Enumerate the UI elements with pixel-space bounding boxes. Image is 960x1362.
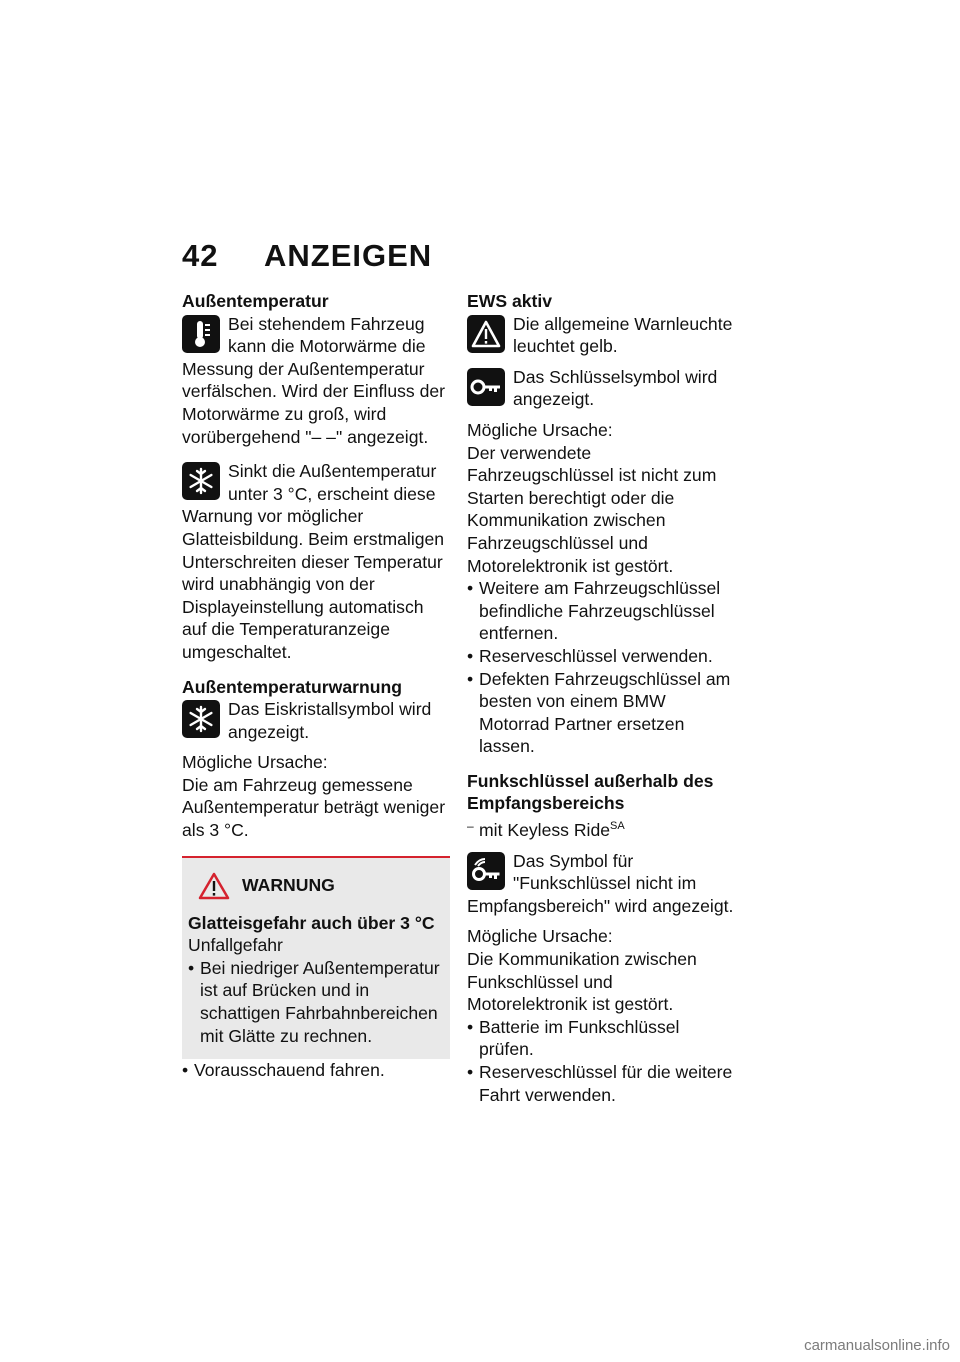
cause-label: Mögliche Ursache: — [467, 926, 613, 947]
snowflake-icon — [182, 462, 220, 500]
right-column — [467, 290, 735, 1106]
warning-label: WARNUNG — [242, 875, 335, 896]
paragraph-ice-crystal — [182, 698, 450, 743]
paragraph-text: Das Eiskristallsymbol wird angezeigt. — [228, 699, 432, 742]
list-item: • Bei niedriger Außentemperatur ist auf Brücken und in schattigen Fahrbahnbereichen mit Glätte zu rechnen. — [188, 957, 444, 1047]
paragraph-radio-key — [467, 850, 735, 918]
heading-aussentemperaturwarnung: Außentemperaturwarnung — [182, 676, 402, 697]
paragraph-text: Das Symbol für "Funkschlüssel nicht im Empfangsbereich" wird angezeigt. — [467, 850, 734, 916]
warning-subtitle: Unfallgefahr — [188, 935, 283, 956]
page-number: 42 — [182, 238, 219, 273]
watermark: carmanualsonline.info — [804, 1337, 950, 1354]
paragraph-key-symbol — [467, 366, 735, 411]
paragraph-text: Die allgemeine Warnleuchte leuchtet gelb. — [513, 313, 733, 357]
thermometer-icon — [182, 315, 220, 353]
snowflake-icon — [182, 700, 220, 738]
variant-note — [467, 815, 735, 842]
action-list — [467, 577, 735, 758]
list-item: • Vorausschauend fahren. — [182, 1059, 450, 1082]
heading-ews-aktiv: EWS aktiv — [467, 291, 553, 311]
cause-label: Mögliche Ursache: — [467, 419, 613, 440]
warning-triangle-icon — [198, 872, 230, 900]
warning-title: Glatteisgefahr auch über 3 °C — [188, 912, 435, 933]
paragraph-text: Sinkt die Außentemperatur unter 3 °C, erscheint diese Warnung vor möglicher Glatteisbildung. Beim erstmaligen Unterschreiten dieser Temperatur wird unabhängig von der Displayeinstellung automatisch auf die Temperaturanzeige umgeschaltet. — [182, 461, 445, 662]
cause-label: Mögliche Ursache: — [182, 752, 328, 773]
list-item: • Batterie im Funkschlüssel prüfen. — [467, 1016, 735, 1061]
cause-text: Die Kommunikation zwischen Funkschlüssel und Motorelektronik ist gestört. — [467, 949, 697, 1015]
paragraph-text: Bei stehendem Fahrzeug kann die Motorwärme die Messung der Außentemperatur verfälschen. Wird der Einfluss der Motorwärme zu groß, wird vorübergehend "– –" angezeigt. — [182, 313, 446, 447]
key-icon — [467, 368, 505, 406]
page-header — [182, 238, 432, 274]
paragraph-temperature — [182, 313, 450, 449]
heading-funkschluessel: Funkschlüssel außerhalb des Empfangsbereichs — [467, 770, 714, 814]
paragraph-warning-light — [467, 313, 735, 358]
list-item: • Reserveschlüssel für die weitere Fahrt verwenden. — [467, 1061, 735, 1106]
list-item: • Defekten Fahrzeugschlüssel am besten von einem BMW Motorrad Partner ersetzen lassen. — [467, 668, 735, 758]
radio-key-icon — [467, 852, 505, 890]
warning-header — [188, 872, 444, 900]
warning-box — [182, 856, 450, 1060]
cause-text: Die am Fahrzeug gemessene Außentemperatur beträgt weniger als 3 °C. — [182, 774, 446, 841]
variant-text: mit Keyless Ride — [479, 820, 611, 841]
variant-superscript: SA — [610, 820, 625, 833]
paragraph-text: Das Schlüsselsymbol wird angezeigt. — [513, 366, 718, 410]
warning-list — [188, 957, 444, 1047]
general-warning-icon — [467, 315, 505, 353]
action-list — [182, 1059, 450, 1082]
heading-aussentemperatur: Außentemperatur — [182, 291, 329, 311]
cause-text: Der verwendete Fahrzeugschlüssel ist nicht zum Starten berechtigt oder die Kommunikation zwischen Fahrzeugschlüssel und Motorelektronik ist gestört. — [467, 442, 717, 576]
page-title: ANZEIGEN — [264, 238, 433, 273]
action-list — [467, 1016, 735, 1106]
list-item: • Reserveschlüssel verwenden. — [467, 645, 735, 668]
paragraph-frost — [182, 460, 450, 663]
left-column — [182, 290, 450, 1082]
list-item: • Weitere am Fahrzeugschlüssel befindliche Fahrzeugschlüssel entfernen. — [467, 577, 735, 645]
